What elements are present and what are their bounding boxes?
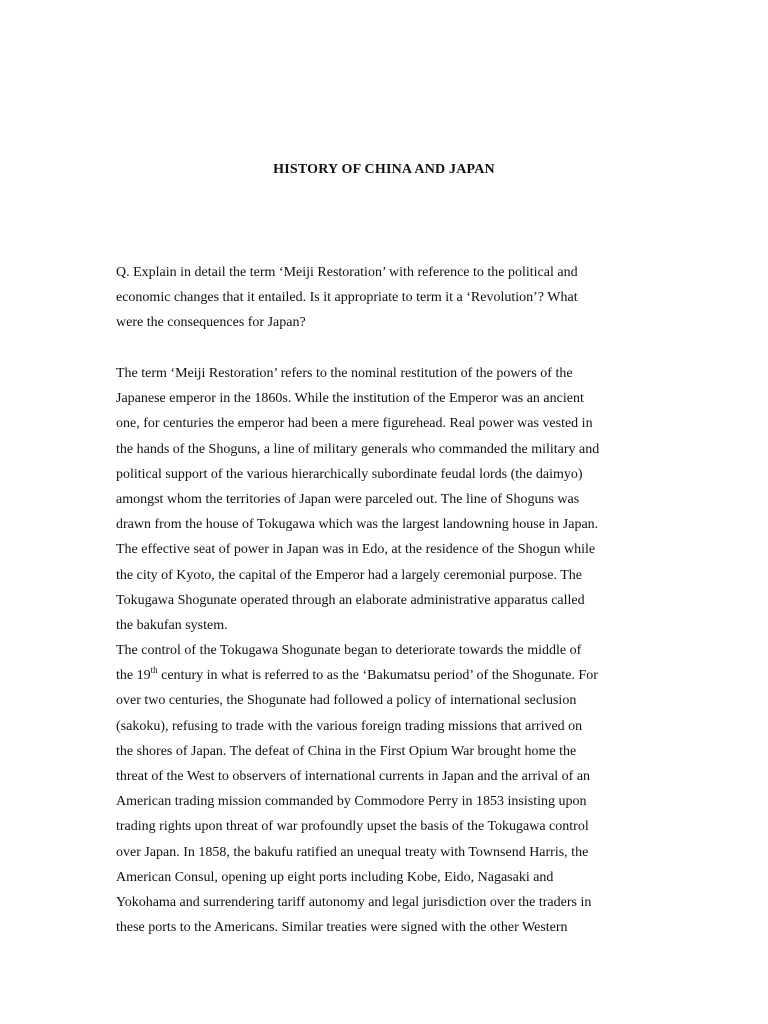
paragraph-line: political support of the various hierarchically subordinate feudal lords (the daimyo) xyxy=(116,466,583,482)
paragraph-line: one, for centuries the emperor had been a mere figurehead. Real power was vested in xyxy=(116,416,593,432)
paragraph-line: Japanese emperor in the 1860s. While the institution of the Emperor was an ancient xyxy=(116,391,584,407)
paragraph-line: the city of Kyoto, the capital of the Emperor had a largely ceremonial purpose. The xyxy=(116,567,582,583)
paragraph-line: trading rights upon threat of war profoundly upset the basis of the Tokugawa control xyxy=(116,819,589,835)
paragraph-line: these ports to the Americans. Similar treaties were signed with the other Western xyxy=(116,920,568,936)
question-line: Q. Explain in detail the term ‘Meiji Restoration’ with reference to the political and xyxy=(116,265,578,280)
line-text-before: the 19 xyxy=(116,668,151,684)
document-title: HISTORY OF CHINA AND JAPAN xyxy=(273,162,495,177)
paragraph-line: The term ‘Meiji Restoration’ refers to the nominal restitution of the powers of the xyxy=(116,366,573,381)
paragraph-line: American Consul, opening up eight ports including Kobe, Eido, Nagasaki and xyxy=(116,869,554,885)
ordinal-superscript: th xyxy=(150,664,158,675)
paragraph-line: American trading mission commanded by Commodore Perry in 1853 insisting upon xyxy=(116,794,587,810)
paragraph-line: amongst whom the territories of Japan were parceled out. The line of Shoguns was xyxy=(116,491,580,507)
paragraph-line: over two centuries, the Shogunate had followed a policy of international seclusion xyxy=(116,693,577,709)
question-line: economic changes that it entailed. Is it appropriate to term it a ‘Revolution’? What xyxy=(116,290,578,306)
line-text-after: century in what is referred to as the ‘Bakumatsu period’ of the Shogunate. For xyxy=(157,668,598,684)
paragraph-line: threat of the West to observers of international currents in Japan and the arrival of an xyxy=(116,768,591,784)
paragraph-2 xyxy=(116,638,676,940)
paragraph-line: The control of the Tokugawa Shogunate began to deteriorate towards the middle of xyxy=(116,643,582,658)
paragraph-1 xyxy=(116,361,676,638)
paragraph-line: Tokugawa Shogunate operated through an elaborate administrative apparatus called xyxy=(116,592,585,608)
paragraph-line: over Japan. In 1858, the bakufu ratified an unequal treaty with Townsend Harris, the xyxy=(116,844,589,860)
paragraph-line: the shores of Japan. The defeat of China in the First Opium War brought home the xyxy=(116,743,577,759)
question-block xyxy=(116,260,676,336)
paragraph-line: Yokohama and surrendering tariff autonomy and legal jurisdiction over the traders in xyxy=(116,894,592,910)
paragraph-line-with-superscript xyxy=(116,663,676,688)
question-line: were the consequences for Japan? xyxy=(116,315,306,331)
paragraph-line: drawn from the house of Tokugawa which was the largest landowning house in Japan. xyxy=(116,517,599,533)
paragraph-line: the hands of the Shoguns, a line of military generals who commanded the military and xyxy=(116,441,600,457)
paragraph-line: the bakufan system. xyxy=(116,617,228,633)
paragraph-line: (sakoku), refusing to trade with the various foreign trading missions that arrived on xyxy=(116,718,583,734)
paragraph-line: The effective seat of power in Japan was in Edo, at the residence of the Shogun while xyxy=(116,542,596,558)
